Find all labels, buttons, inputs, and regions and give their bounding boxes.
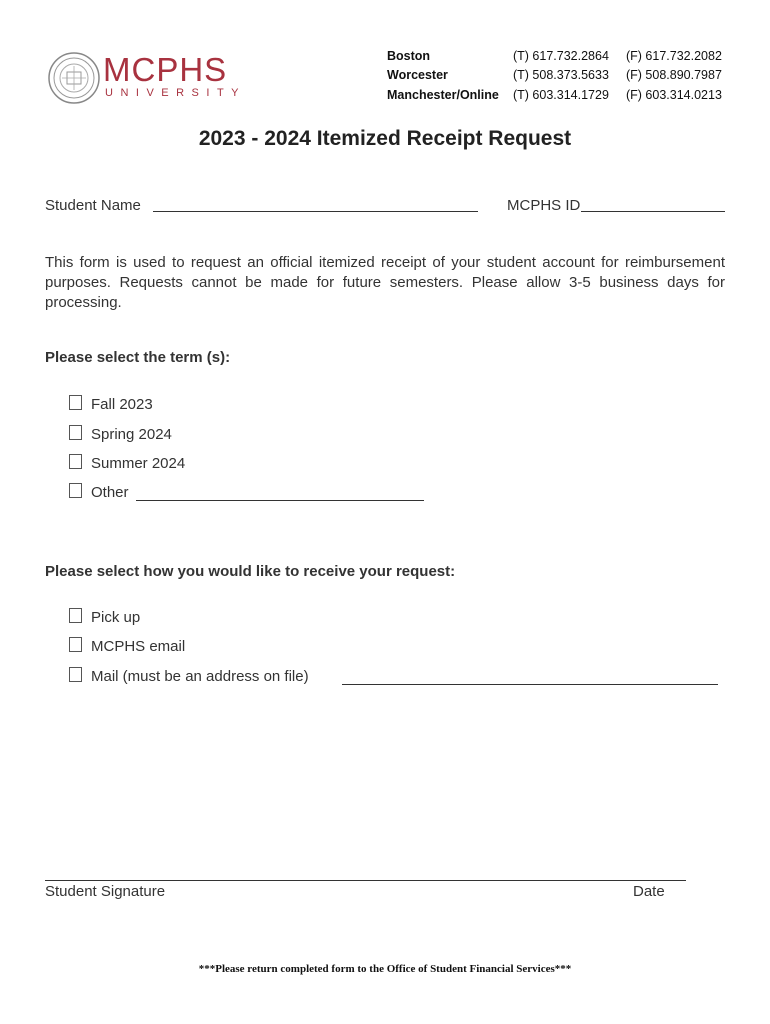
option-label: Spring 2024 bbox=[91, 426, 172, 443]
contact-fax: (F) 603.314.0213 bbox=[626, 88, 722, 102]
checkbox[interactable] bbox=[69, 637, 82, 652]
term-option-summer-2024[interactable] bbox=[69, 455, 185, 472]
option-label: MCPHS email bbox=[91, 638, 186, 655]
mcphs-id-field[interactable] bbox=[581, 211, 725, 212]
term-option-other[interactable] bbox=[69, 484, 129, 501]
logo-subtitle: UNIVERSITY bbox=[105, 87, 247, 99]
term-option-spring-2024[interactable] bbox=[69, 426, 172, 443]
term-section-heading: Please select the term (s): bbox=[45, 349, 231, 366]
contact-fax: (F) 508.890.7987 bbox=[626, 68, 722, 82]
delivery-option-email[interactable] bbox=[69, 638, 185, 655]
option-label: Mail (must be an address on file) bbox=[91, 668, 309, 685]
contact-city: Worcester bbox=[387, 68, 448, 82]
page-title: 2023 - 2024 Itemized Receipt Request bbox=[198, 127, 572, 150]
signature-label: Student Signature bbox=[45, 883, 166, 900]
checkbox[interactable] bbox=[69, 395, 82, 410]
student-name-field[interactable] bbox=[153, 211, 478, 212]
signature-line[interactable] bbox=[45, 880, 686, 881]
contact-city: Manchester/Online bbox=[387, 88, 499, 102]
term-option-fall-2023[interactable] bbox=[69, 396, 153, 413]
contact-phone: (T) 617.732.2864 bbox=[513, 49, 609, 63]
checkbox[interactable] bbox=[69, 454, 82, 469]
option-label: Summer 2024 bbox=[91, 455, 186, 472]
checkbox[interactable] bbox=[69, 425, 82, 440]
instructions-paragraph: This form is used to request an official itemized receipt of your student account for reimbursement purposes. Requests cannot be made for future semesters. Please allow 3-5 business days for processing. bbox=[45, 254, 725, 311]
option-label: Other bbox=[91, 484, 129, 501]
option-label: Pick up bbox=[91, 609, 141, 626]
checkbox[interactable] bbox=[69, 608, 82, 623]
date-label: Date bbox=[633, 883, 665, 900]
contact-phone: (T) 508.373.5633 bbox=[513, 68, 609, 82]
checkbox[interactable] bbox=[69, 667, 82, 682]
mcphs-id-label: MCPHS ID bbox=[507, 197, 581, 214]
contact-fax: (F) 617.732.2082 bbox=[626, 49, 722, 63]
contact-city: Boston bbox=[387, 49, 431, 63]
checkbox[interactable] bbox=[69, 483, 82, 498]
delivery-option-pick-up[interactable] bbox=[69, 609, 140, 626]
student-name-label: Student Name bbox=[45, 197, 141, 214]
logo-wordmark: MCPHS bbox=[103, 51, 228, 88]
mail-address-field[interactable] bbox=[342, 684, 718, 685]
other-term-field[interactable] bbox=[136, 500, 424, 501]
delivery-option-mail[interactable] bbox=[69, 668, 309, 685]
footer-note: ***Please return completed form to the Office of Student Financial Services*** bbox=[198, 963, 572, 975]
contact-phone: (T) 603.314.1729 bbox=[513, 88, 609, 102]
option-label: Fall 2023 bbox=[91, 396, 153, 413]
university-seal-logo bbox=[48, 52, 100, 104]
delivery-section-heading: Please select how you would like to receive your request: bbox=[45, 563, 456, 580]
